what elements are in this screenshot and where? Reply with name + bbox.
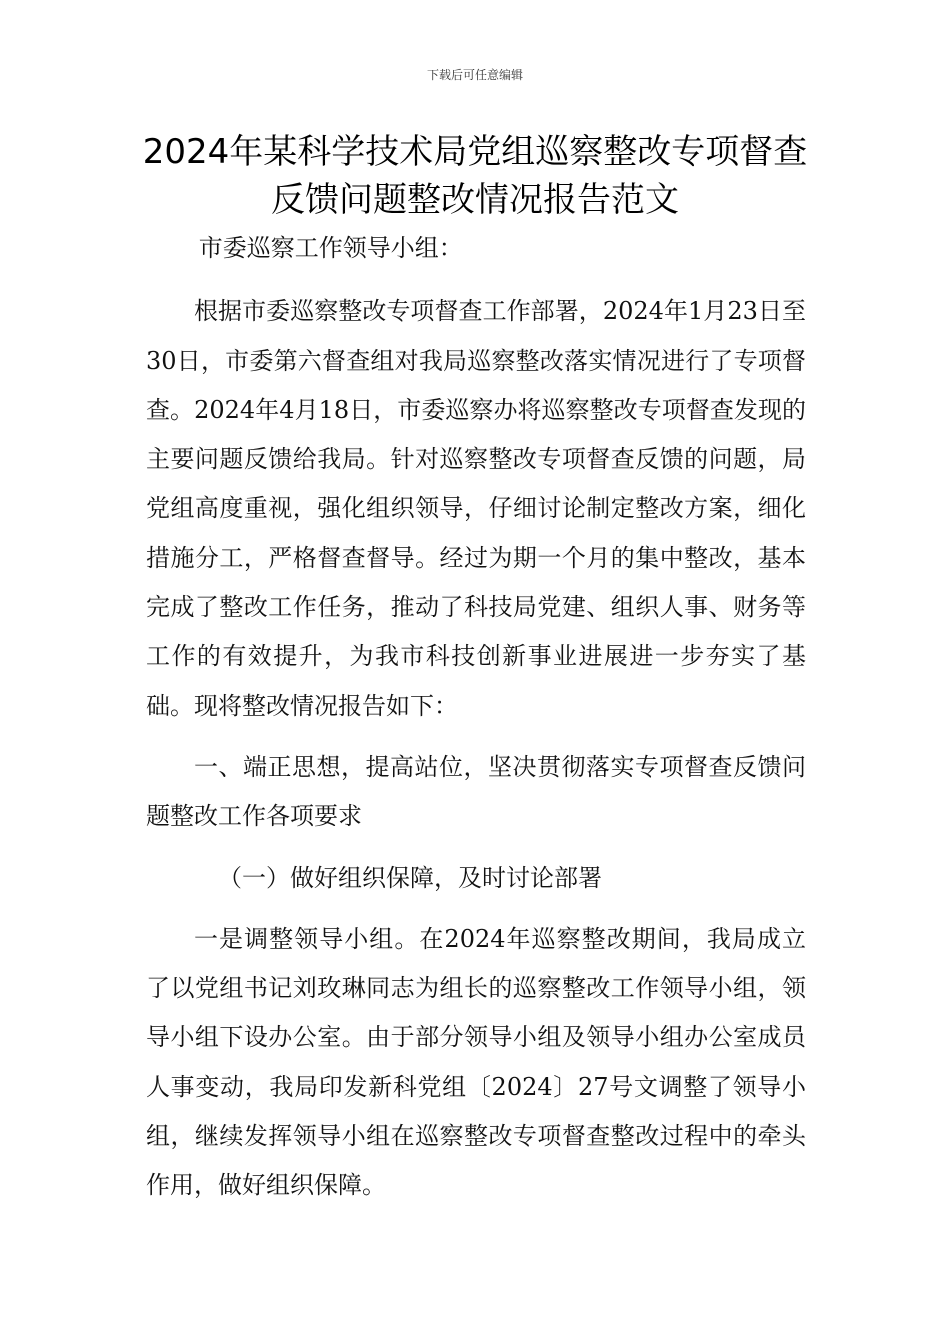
section-heading-one: 一、端正思想，提高站位，坚决贯彻落实专项督查反馈问题整改工作各项要求 [146,752,806,831]
document-title: 2024年某科学技术局党组巡察整改专项督查反馈问题整改情况报告范文 [142,132,808,220]
point-one-paragraph: 一是调整领导小组。在2024年巡察整改期间，我局成立了以党组书记刘玫琳同志为组长的巡察整改工作领导小组，领导小组下设办公室。由于部分领导小组及领导小组办公室成员人事变动，我局印发新科党组〔2024〕27号文调整了领导小组，继续发挥领导小组在巡察整改专项督查整改过程中的牵头作用，做好组织保障。 [146,924,806,1200]
salutation: 市委巡察工作领导小组： [198,234,463,262]
document-body [146,224,806,1223]
header-note: 下载后可任意编辑 [426,68,523,82]
intro-paragraph: 根据市委巡察整改专项督查工作部署，2024年1月23日至30日，市委第六督查组对我局巡察整改落实情况进行了专项督查。2024年4月18日，市委巡察办将巡察整改专项督查发现的主要问题反馈给我局。针对巡察整改专项督查反馈的问题，局党组高度重视，强化组织领导，仔细讨论制定整改方案，细化措施分工，严格督查督导。经过为期一个月的集中整改，基本完成了整改工作任务，推动了科技局党建、组织人事、财务等工作的有效提升，为我市科技创新事业进展进一步夯实了基础。现将整改情况报告如下： [146,297,806,720]
subsection-heading-one: （一）做好组织保障，及时讨论部署 [218,863,602,892]
